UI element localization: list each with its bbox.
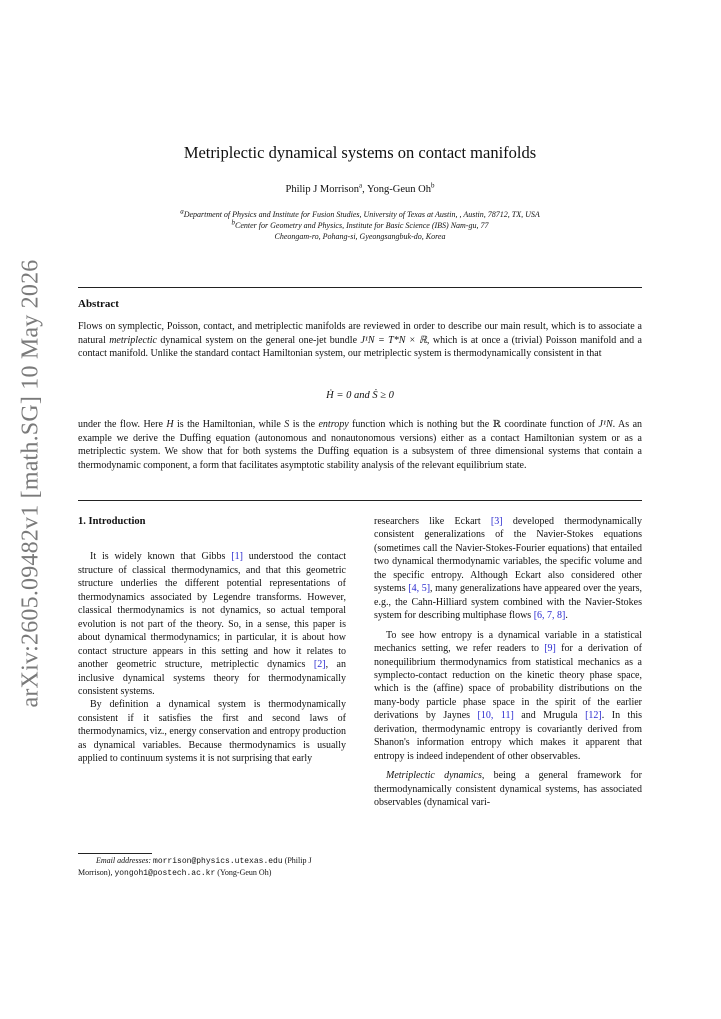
body-text: . — [565, 610, 568, 622]
footnote — [78, 856, 346, 879]
email-link[interactable]: morrison@physics.utexas.edu — [153, 857, 283, 866]
abstract-text: under the flow. Here — [78, 419, 167, 430]
abstract-emphasis: metriplectic — [109, 334, 157, 346]
citation-link[interactable]: [2] — [313, 659, 326, 671]
author-1-affil-mark: a — [359, 181, 363, 190]
abstract-math: S — [284, 419, 290, 430]
affiliation-b-mark: b — [231, 218, 235, 227]
intro-paragraph-1 — [78, 550, 346, 698]
abstract-math: J¹N = T*N × ℝ — [360, 334, 427, 346]
body-text: , an inclusive dynamical systems theory for thermodynamically consistent systems. — [78, 659, 346, 697]
author-separator: , — [362, 184, 367, 195]
abstract-heading: Abstract — [78, 298, 119, 310]
intro-paragraph-3 — [374, 515, 642, 623]
citation-link[interactable]: [12] — [585, 710, 602, 722]
affiliation-a — [78, 209, 642, 220]
body-text: for a derivation of nonequilibrium thermodynamics from statistical mechanics as a symplecto-contact reduction on the kinetic theory phase space, which is the (affine) space of probability distributions on the many-body particle phase space in the spirit of the earlier derivations by Jaynes — [374, 643, 642, 722]
abstract-text: function which is nothing but the ℝ coordinate function of — [348, 419, 599, 430]
body-text: , being a general framework for thermodynamically consistent dynamical systems, has associated observables (dynamical vari- — [374, 770, 643, 809]
body-text: , many generalizations have appeared over the years, e.g., the Cahn-Hilliard system combined with the Navier-Stokes system for describing multiphase flows — [374, 583, 642, 622]
abstract-text: is the Hamiltonian, while — [173, 419, 285, 430]
body-text: and Mrugula — [513, 710, 586, 722]
affiliation-a-mark: a — [180, 207, 184, 216]
author-line — [78, 181, 642, 195]
body-text: To see how entropy is a dynamical variable in a statistical mechanics setting, we refer readers to — [374, 629, 642, 655]
author-1: Philip J Morrison — [285, 184, 360, 195]
citation-link[interactable]: [1] — [231, 551, 243, 563]
email-link[interactable]: yongoh1@postech.ac.kr — [114, 868, 216, 878]
body-text: It is widely known that Gibbs — [90, 551, 232, 563]
citation-link[interactable]: [3] — [490, 516, 503, 527]
body-text: understood the contact structure of classical thermodynamics, and that this geometric structure underlies the different potential representations of thermodynamics associated by Legendre transforms. However, classical thermodynamics is not dynamics, so actual temporal evolution is not part of the theory. So, in a sense, this paper is about dynamical thermodynamics; in particular, it is about how contact structure appears in this setting and how it relates to another geometric structure, metriplectic dynamics — [78, 551, 346, 671]
section-heading: 1. Introduction — [78, 516, 146, 527]
arxiv-stamp-text: arXiv:2605.09482v1 [math.SG] 10 May 2026 — [17, 259, 44, 707]
abstract-text: , which is at once a (trivial) Poisson manifold and a contact manifold. Unlike the standard contact Hamiltonian system, our metriplectic system is thermodynamically consistent in that — [78, 334, 642, 359]
footnote-label: Email addresses: — [96, 856, 152, 865]
body-text: researchers like Eckart — [374, 516, 491, 527]
abstract-math: J¹N — [598, 419, 613, 430]
right-column — [374, 515, 642, 810]
intro-paragraph-4 — [374, 629, 642, 764]
intro-paragraph-5 — [374, 769, 642, 809]
affiliations — [78, 209, 642, 242]
abstract-bottom-rule — [78, 500, 642, 501]
body-text: . In this derivation, thermodynamic entropy is covariantly derived from Shanon's information entropy which makes it apparent that entropy is indeed independent of other observables. — [374, 710, 642, 762]
arxiv-stamp — [8, 259, 54, 707]
citation-link[interactable]: [4, 5] — [408, 583, 431, 595]
footnote-name: (Philip J Morrison), — [78, 856, 312, 877]
abstract-paragraph-1 — [78, 320, 642, 361]
abstract-text: Flows on symplectic, Poisson, contact, and metriplectic manifolds are reviewed in order to describe our main result, which is to associate a natural — [78, 321, 642, 346]
abstract-emphasis: entropy — [318, 419, 349, 430]
affiliation-a-text: Department of Physics and Institute for Fusion Studies, University of Texas at Austin, , Austin, 78712, TX, USA — [183, 210, 540, 219]
citation-link[interactable]: [10, 11] — [477, 710, 514, 722]
author-2-affil-mark: b — [430, 181, 435, 190]
left-column — [78, 515, 346, 766]
author-2: Yong-Geun Oh — [367, 184, 431, 195]
body-text: developed thermodynamically consistent generalizations of the Navier-Stokes equations (sometimes call the Navier-Stokes-Fourier equations) that entailed two dynamical thermodynamic variables, the specific volume and the specific entropy. Although Eckart also considered other systems — [374, 516, 642, 595]
paper-title: Metriplectic dynamical systems on contact manifolds — [183, 143, 537, 162]
body-emphasis: Metriplectic dynamics — [386, 770, 482, 782]
affiliation-b-text: Center for Geometry and Physics, Institute for Basic Science (IBS) Nam-gu, 77 — [235, 221, 489, 230]
abstract-paragraph-2 — [78, 418, 642, 472]
abstract-text: dynamical system on the general one-jet bundle — [156, 334, 361, 346]
footnote-name: (Yong-Geun Oh) — [217, 867, 272, 877]
affiliation-b-line2: Cheongam-ro, Pohang-si, Gyeongsangbuk-do, Korea — [274, 232, 446, 241]
intro-paragraph-2: By definition a dynamical system is thermodynamically consistent if it satisfies the first and second laws of thermodynamics, viz., energy conservation and entropy production as dynamical variables. Because thermodynamics is usually applied to continuum systems it is not surprising that early — [78, 699, 346, 765]
footnote-rule — [78, 853, 152, 854]
abstract-text: is the — [289, 419, 319, 430]
abstract-math: H — [166, 419, 174, 430]
equation-text: Ḣ = 0 and Ṡ ≥ 0 — [326, 390, 394, 401]
abstract-text: . As an example we derive the Duffing equation (autonomous and nonautonomous versions) either as a contact Hamiltonian system or as a metriplectic system. We show that for both systems the Duffing equation is a subsystem of three dimensional systems that contain a thermodynamic component, a form that facilitates asymptotic stability analysis of the relevant equilibrium state. — [78, 419, 643, 471]
citation-link[interactable]: [6, 7, 8] — [533, 610, 566, 622]
citation-link[interactable]: [9] — [544, 643, 556, 655]
abstract-equation — [78, 390, 642, 401]
abstract-top-rule — [78, 287, 642, 288]
affiliation-b — [78, 220, 642, 231]
